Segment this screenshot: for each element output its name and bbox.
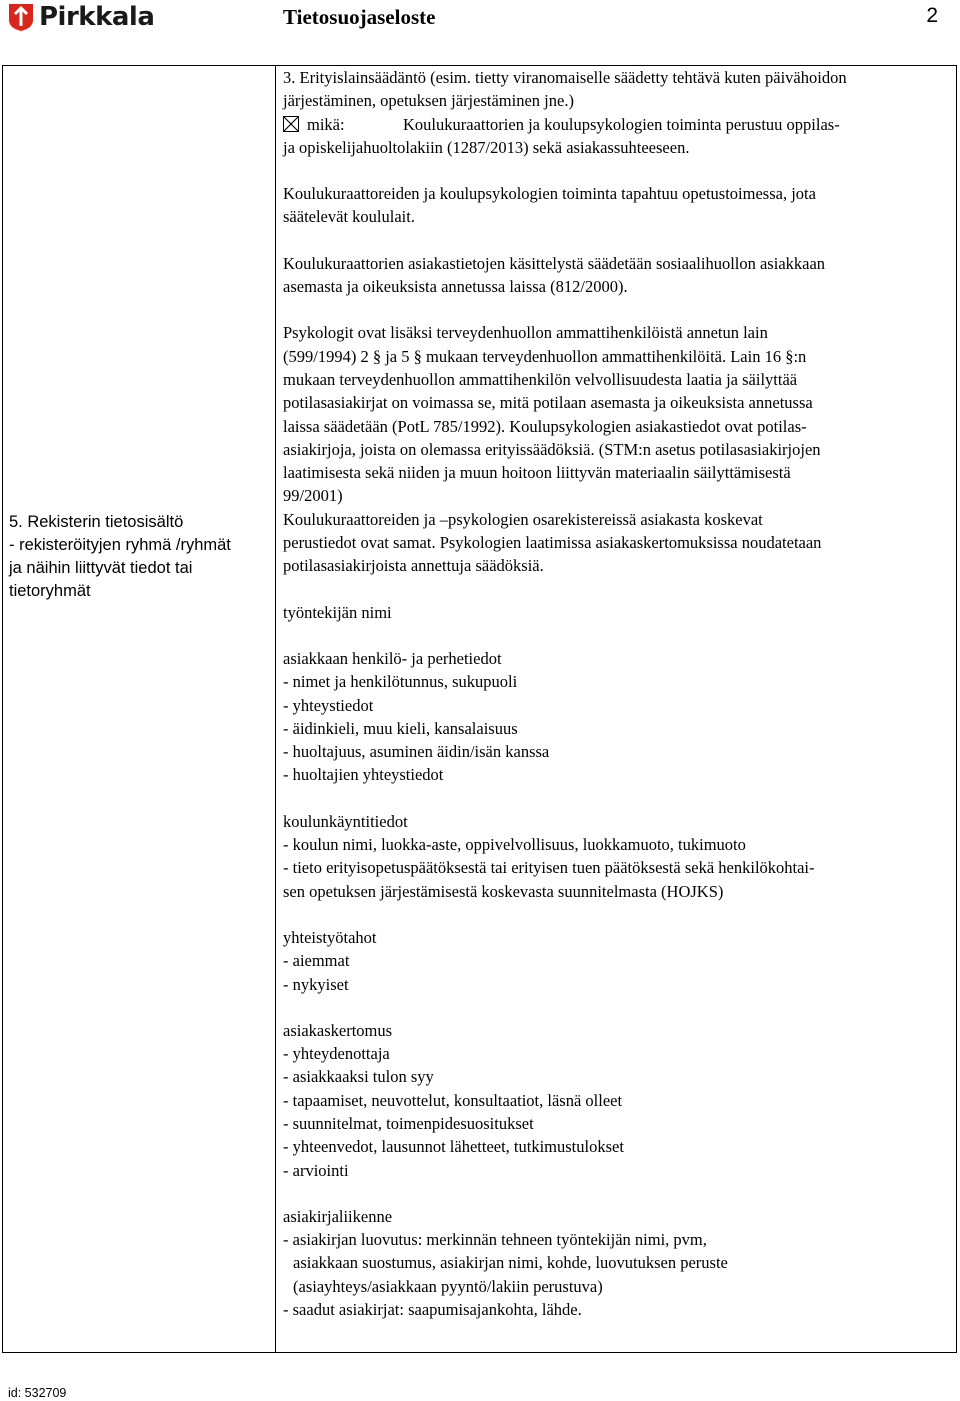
list-item: - aiemmat <box>283 951 350 971</box>
mika-label: mikä: <box>307 114 345 134</box>
paragraph-line: asiakirjoja, joista on olemassa erityissäädöksiä. (STM:n asetus potilasasiakirjojen <box>283 439 821 459</box>
list-item: - arviointi <box>283 1160 349 1180</box>
list-heading: yhteistyötahot <box>283 927 377 947</box>
paragraph-line: Koulukuraattorien asiakastietojen käsittelystä säädetään sosiaalihuollon asiakkaan <box>283 253 826 273</box>
list-item: - asiakkaaksi tulon syy <box>283 1067 434 1087</box>
list-heading: koulunkäyntitiedot <box>283 811 408 831</box>
list-heading: asiakirjaliikenne <box>283 1206 393 1226</box>
mika-text: Koulukuraattorien ja koulupsykologien toiminta perustuu oppilas- <box>403 114 840 134</box>
paragraph-line: Koulukuraattoreiden ja koulupsykologien toiminta tapahtuu opetustoimessa, jota <box>283 184 816 204</box>
page-number: 2 <box>926 4 938 27</box>
list-item: (asiayhteys/asiakkaan pyyntö/lakiin perustuva) <box>293 1276 603 1296</box>
paragraph-line: (599/1994) 2 § ja 5 § mukaan terveydenhuollon ammattihenkilöitä. Lain 16 §:n <box>283 346 807 366</box>
list-item: - huoltajien yhteystiedot <box>283 765 444 785</box>
list-item: - koulun nimi, luokka-aste, oppivelvollisuus, luokkamuoto, tukimuoto <box>283 835 746 855</box>
item3-line: 3. Erityislainsäädäntö (esim. tietty viranomaiselle säädetty tehtävä kuten päivähoidon <box>283 68 847 87</box>
list-heading: asiakkaan henkilö- ja perhetiedot <box>283 648 502 668</box>
paragraph-line: laatimisesta sekä niiden ja muun hoitoon liittyvän materiaalin säilyttämisestä <box>283 463 791 483</box>
list-item: - tapaamiset, neuvottelut, konsultaatiot, läsnä olleet <box>283 1090 623 1110</box>
list-item: - huoltajuus, asuminen äidin/isän kanssa <box>283 742 550 762</box>
item3-line: järjestäminen, opetuksen järjestäminen jne.) <box>283 91 574 111</box>
list-item: - yhteystiedot <box>283 695 374 715</box>
document-title: Tietosuojaseloste <box>283 5 436 29</box>
paragraph-line: perustiedot ovat samat. Psykologien laatimissa asiakaskertomuksissa noudatetaan <box>283 533 822 553</box>
list-item: - asiakirjan luovutus: merkinnän tehneen työntekijän nimi, pvm, <box>283 1230 707 1250</box>
pirkkala-emblem-icon <box>6 2 36 32</box>
paragraph-line: säätelevät koululait. <box>283 207 415 227</box>
paragraph-line: laissa säädetään (PotL 785/1992). Koulupsykologien asiakastiedot ovat potilas- <box>283 416 807 436</box>
list-item: - nimet ja henkilötunnus, sukupuoli <box>283 672 518 692</box>
paragraph-line: mukaan terveydenhuollon ammattihenkilön velvollisuudesta laatia ja säilyttää <box>283 369 798 389</box>
paragraph-line: potilasasiakirjoista annettuja säädöksiä. <box>283 556 544 576</box>
checked-checkbox-icon[interactable] <box>283 116 299 132</box>
section-5-label <box>9 511 271 603</box>
list-item: sen opetuksen järjestämisestä koskevasta suunnitelmasta (HOJKS) <box>283 881 724 901</box>
list-item: - yhteydenottaja <box>283 1044 390 1064</box>
list-item: - suunnitelmat, toimenpidesuositukset <box>283 1113 534 1133</box>
pirkkala-logo <box>6 2 154 32</box>
paragraph-line: 99/2001) <box>283 486 343 506</box>
list-item: - yhteenvedot, lausunnot lähetteet, tutkimustulokset <box>283 1137 624 1157</box>
logo-wordmark: Pirkkala <box>39 2 155 32</box>
paragraph-line: Koulukuraattoreiden ja –psykologien osarekistereissä asiakasta koskevat <box>283 509 763 529</box>
list-item: asiakkaan suostumus, asiakirjan nimi, kohde, luovutuksen peruste <box>293 1253 728 1273</box>
list-item: - tieto erityisopetuspäätöksestä tai erityisen tuen päätöksestä sekä henkilökohtai- <box>283 858 815 878</box>
section-label-line: 5. Rekisterin tietosisältö <box>9 513 184 531</box>
mika-continuation: ja opiskelijahuoltolakiin (1287/2013) sekä asiakassuhteeseen. <box>283 137 690 157</box>
paragraph-line: potilasasiakirjat on voimassa se, mitä potilaan asemasta ja oikeuksista annetussa <box>283 393 813 413</box>
page-header <box>0 0 960 40</box>
document-id: id: 532709 <box>8 1386 67 1400</box>
list-item: - saadut asiakirjat: saapumisajankohta, lähde. <box>283 1300 582 1320</box>
list-item: - nykyiset <box>283 974 349 994</box>
list-heading: asiakaskertomus <box>283 1020 393 1040</box>
section-content <box>283 66 953 1321</box>
section-label-line: ja näihin liittyvät tiedot tai <box>9 559 193 577</box>
employee-name-item: työntekijän nimi <box>283 602 392 622</box>
table-column-divider <box>275 65 276 1353</box>
paragraph-line: Psykologit ovat lisäksi terveydenhuollon ammattihenkilöistä annetun lain <box>283 323 768 343</box>
list-item: - äidinkieli, muu kieli, kansalaisuus <box>283 718 518 738</box>
section-label-line: tietoryhmät <box>9 582 91 600</box>
paragraph-line: asemasta ja oikeuksista annetussa laissa (812/2000). <box>283 277 628 297</box>
section-label-line: - rekisteröityjen ryhmä /ryhmät <box>9 536 231 554</box>
mika-row <box>283 113 953 136</box>
